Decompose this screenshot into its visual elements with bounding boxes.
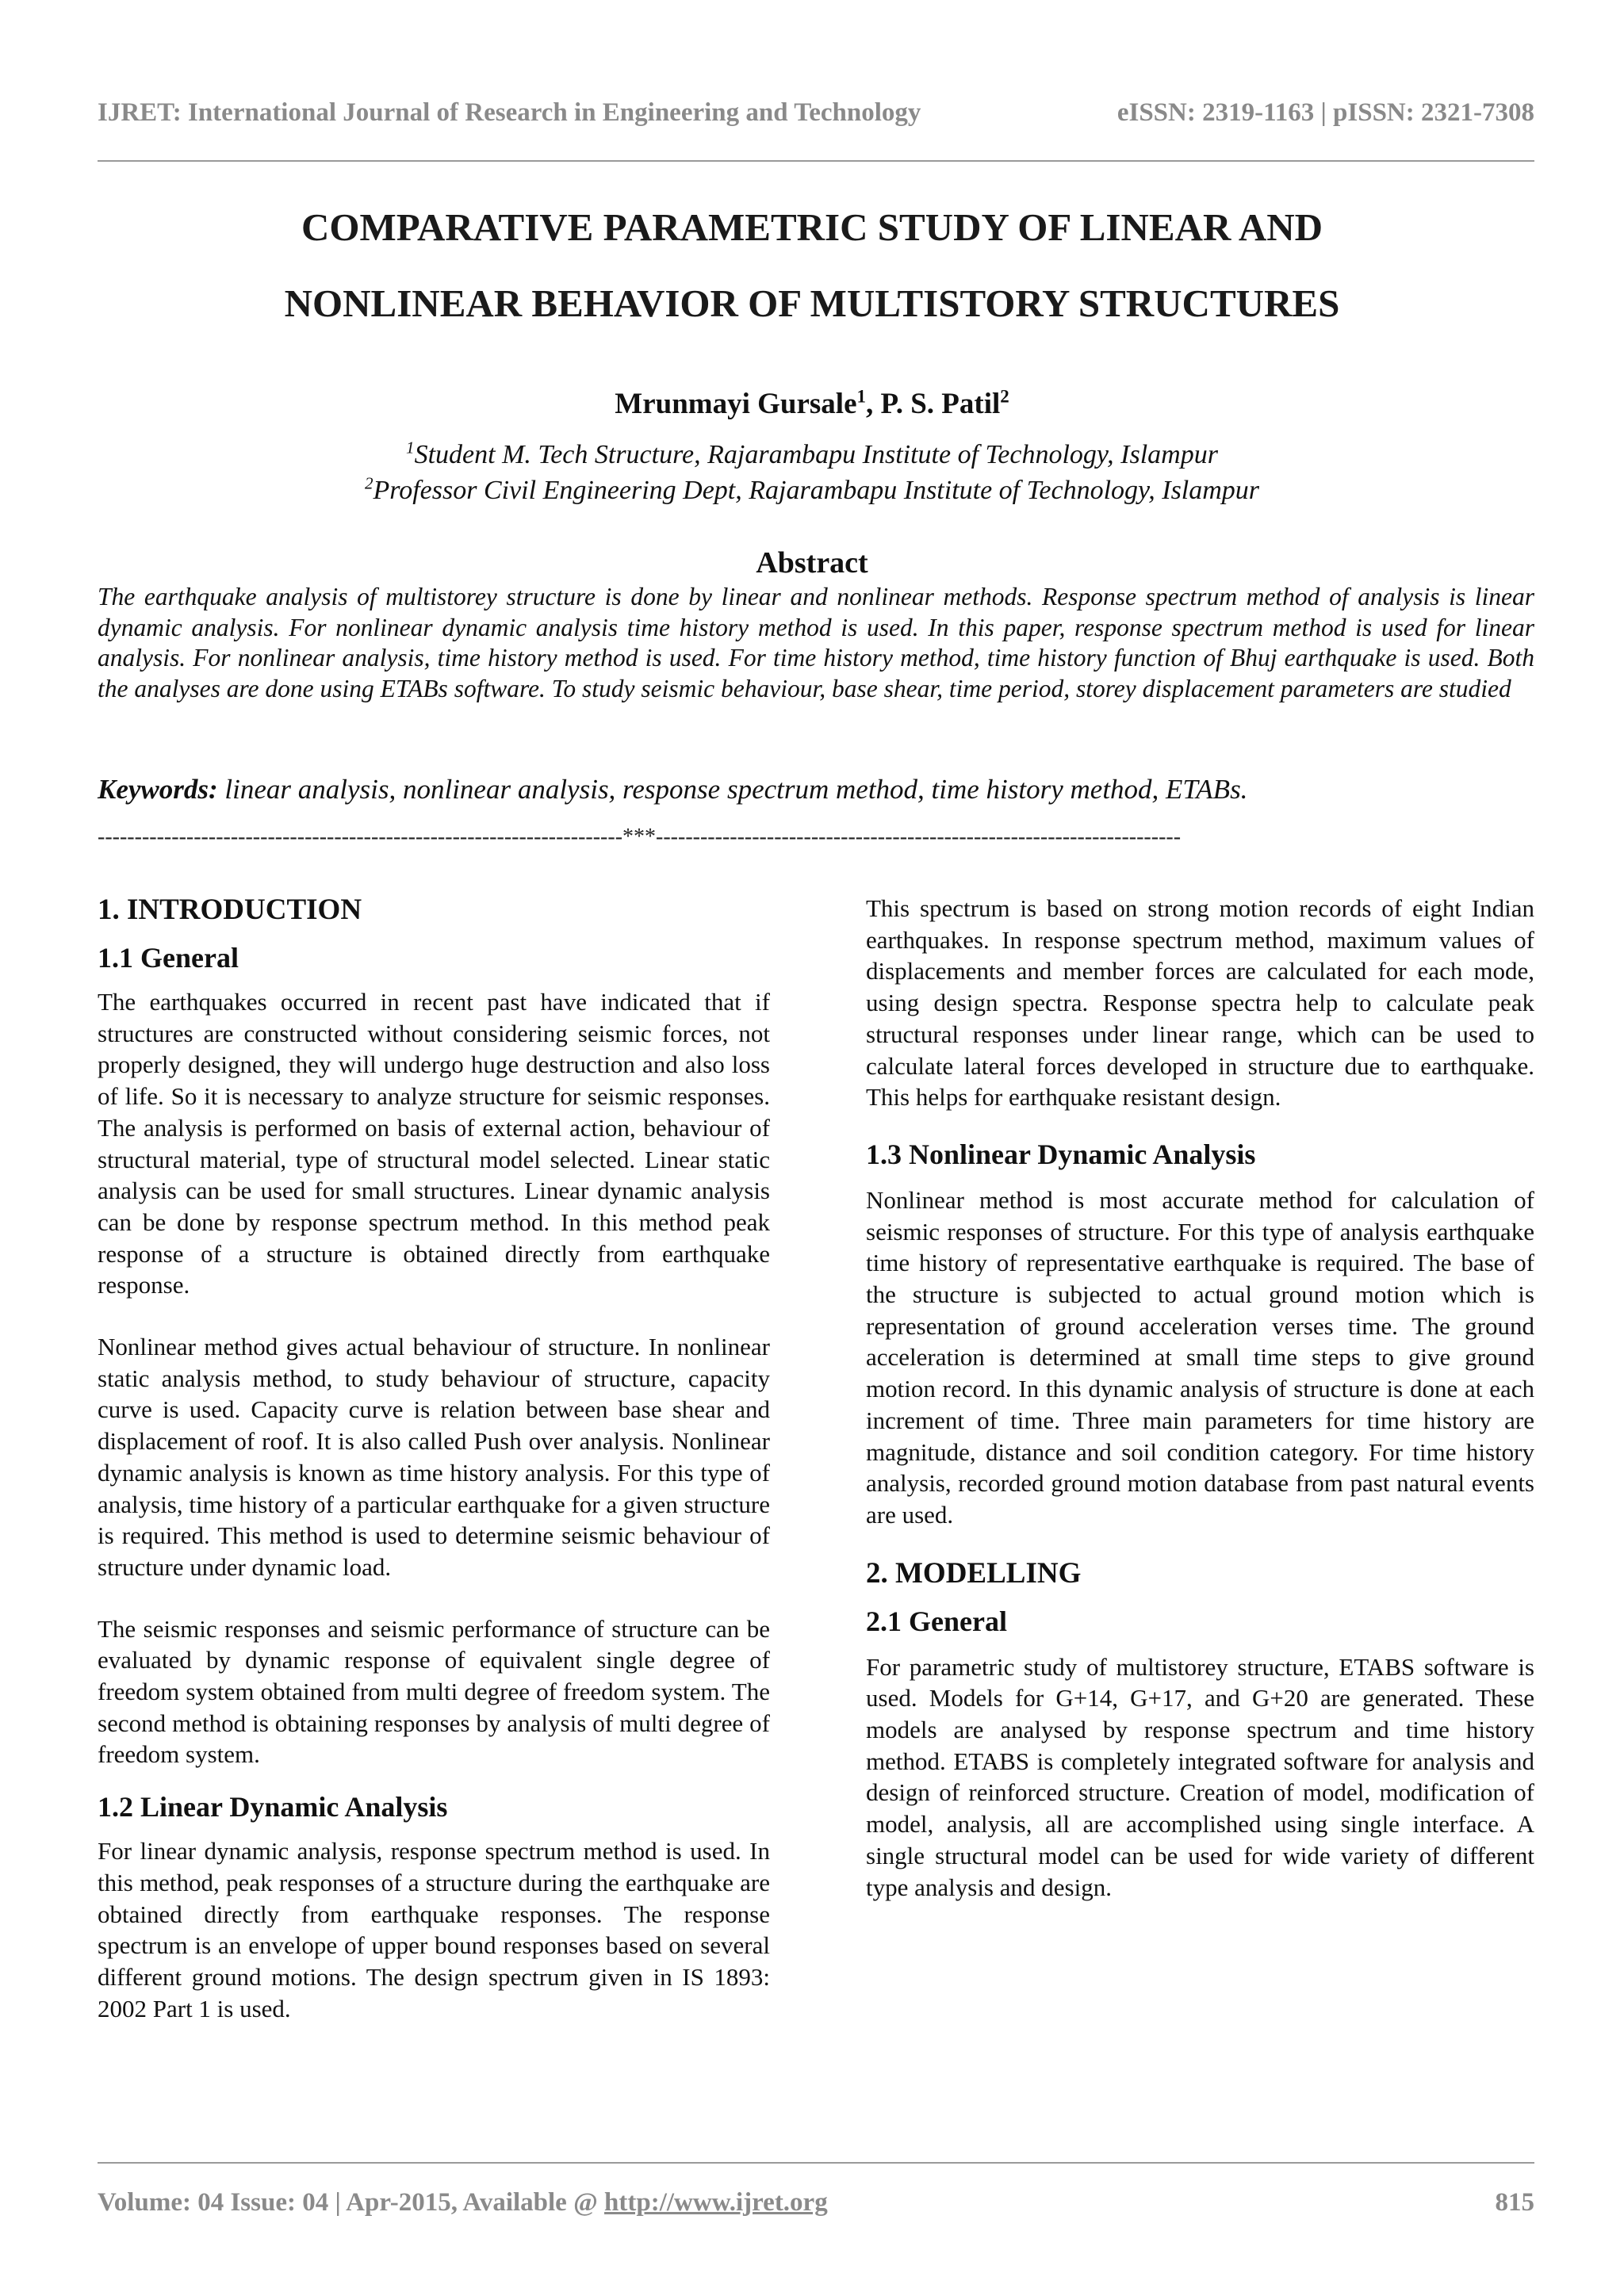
linear-dynamic-paragraph-2: This spectrum is based on strong motion records of eight Indian earthquakes. In response spectrum method, maximum values of displacements and member forces are calculated for each mode, using design spectra. Response spectra help to calculate peak structural responses under linear range, which can be used to calculate lateral forces developed in structure due to earthquake. This helps for earthquake resistant design. xyxy=(866,894,1534,1112)
footer-volume xyxy=(98,2188,828,2218)
affiliation-2-text: Professor Civil Engineering Dept, Rajarambapu Institute of Technology, Islampur xyxy=(373,476,1260,505)
section-separator: -----------------------------------------------------------------------***----------------------------------------------------------------------- xyxy=(98,825,1182,849)
general-heading: 1.1 General xyxy=(98,942,239,974)
affiliation-2 xyxy=(0,473,1624,506)
issn-header: eISSN: 2319-1163 | pISSN: 2321-7308 xyxy=(1116,98,1534,127)
keywords-label: Keywords: xyxy=(98,774,218,805)
affiliation-1-sup: 1 xyxy=(406,438,415,457)
abstract-text: The earthquake analysis of multistorey structure is done by linear and nonlinear methods. Response spectrum method of analysis is linear dynamic analysis. For nonlinear dynamic analysis time history method is used. In this paper, response spectrum method is used for linear analysis. For nonlinear analysis, time history method is used. For time history method, time history function of Bhuj earthquake is used. Both the analyses are done using ETABs software. To study seismic behaviour, base shear, time period, storey displacement parameters are studied xyxy=(98,583,1534,702)
paper-title-line-1: COMPARATIVE PARAMETRIC STUDY OF LINEAR AND xyxy=(301,205,1323,249)
author-2: P. S. Patil xyxy=(880,388,1001,420)
general-paragraph-2: Nonlinear method gives actual behaviour of structure. In nonlinear static analysis method, to study behaviour of structure, capacity curve is used. Capacity curve is relation between base shear and displacement of roof. It is also called Push over analysis. Nonlinear dynamic analysis is known as time history analysis. For this type of analysis, time history of a particular earthquake for a given structure is required. This method is used to determine seismic behaviour of structure under dynamic load. xyxy=(98,1333,770,1581)
right-column xyxy=(866,893,1534,1903)
author-separator: , xyxy=(865,388,881,420)
journal-header: IJRET: International Journal of Research in Engineering and Technology xyxy=(98,98,921,127)
general-paragraph-3: The seismic responses and seismic performance of structure can be evaluated by dynamic response of equivalent single degree of freedom system obtained from multi degree of freedom system. The second method is obtaining responses by analysis of multi degree of freedom system. xyxy=(98,1614,770,1769)
header-rule xyxy=(98,160,1534,162)
linear-dynamic-analysis-heading: 1.2 Linear Dynamic Analysis xyxy=(98,1791,448,1823)
journal-website-link[interactable]: http://www.ijret.org xyxy=(604,2188,828,2217)
affiliation-2-sup: 2 xyxy=(364,473,373,493)
paper-title-line-2: NONLINEAR BEHAVIOR OF MULTISTORY STRUCTURES xyxy=(284,281,1340,325)
author-2-sup: 2 xyxy=(1000,386,1009,407)
left-column xyxy=(98,893,770,2024)
footer-rule xyxy=(98,2162,1534,2164)
affiliation-1 xyxy=(0,440,1624,470)
modelling-heading: 2. MODELLING xyxy=(866,1556,1082,1590)
modelling-general-paragraph: For parametric study of multistorey structure, ETABS software is used. Models for G+14, G+17, and G+20 are generated. These models are analysed by response spectrum and time history method. ETABS is completely integrated software for analysis and design of reinforced structure. Creation of model, modification of model, analysis, all are accomplished using single interface. A single structural model can be used for wide variety of different type analysis and design. xyxy=(866,1652,1534,1901)
general-paragraph-1: The earthquakes occurred in recent past have indicated that if structures are constructed without considering seismic forces, not properly designed, they will undergo huge destruction and also loss of life. So it is necessary to analyze structure for seismic responses. The analysis is performed on basis of external action, behaviour of structural material, type of structural model selected. Linear static analysis can be used for small structures. Linear dynamic analysis can be done by response spectrum method. In this method peak response of a structure is obtained directly from earthquake response. xyxy=(98,988,770,1299)
nonlinear-dynamic-paragraph: Nonlinear method is most accurate method for calculation of seismic responses of structure. For this type of analysis earthquake time history of representative earthquake is required. The base of the structure is subjected to actual ground motion which is representation of ground acceleration verses time. The ground acceleration is determined at small time steps to give ground motion record. In this dynamic analysis of structure is done at each increment of time. Three main parameters for time history are magnitude, distance and soil condition category. For time history analysis, recorded ground motion database from past natural events are used. xyxy=(866,1185,1534,1529)
author-1-sup: 1 xyxy=(856,386,866,407)
keywords-text: linear analysis, nonlinear analysis, response spectrum method, time history method, ETABs. xyxy=(217,774,1248,805)
abstract-heading: Abstract xyxy=(756,546,868,580)
linear-dynamic-paragraph-1: For linear dynamic analysis, response spectrum method is used. In this method, peak responses of a structure during the earthquake are obtained directly from earthquake responses. The response spectrum is an envelope of upper bound responses based on several different ground motions. The design spectrum given in IS 1893: 2002 Part 1 is used. xyxy=(98,1837,770,2022)
affiliation-1-text: Student M. Tech Structure, Rajarambapu Institute of Technology, Islampur xyxy=(414,440,1218,469)
nonlinear-dynamic-analysis-heading: 1.3 Nonlinear Dynamic Analysis xyxy=(866,1138,1256,1170)
introduction-heading: 1. INTRODUCTION xyxy=(98,894,362,926)
page-number: 815 xyxy=(1495,2188,1534,2217)
author-1: Mrunmayi Gursale xyxy=(615,388,857,420)
keywords xyxy=(98,774,1534,806)
modelling-general-heading: 2.1 General xyxy=(866,1605,1007,1637)
footer-volume-text: Volume: 04 Issue: 04 | Apr-2015, Available @ xyxy=(98,2188,605,2217)
authors xyxy=(0,387,1624,421)
